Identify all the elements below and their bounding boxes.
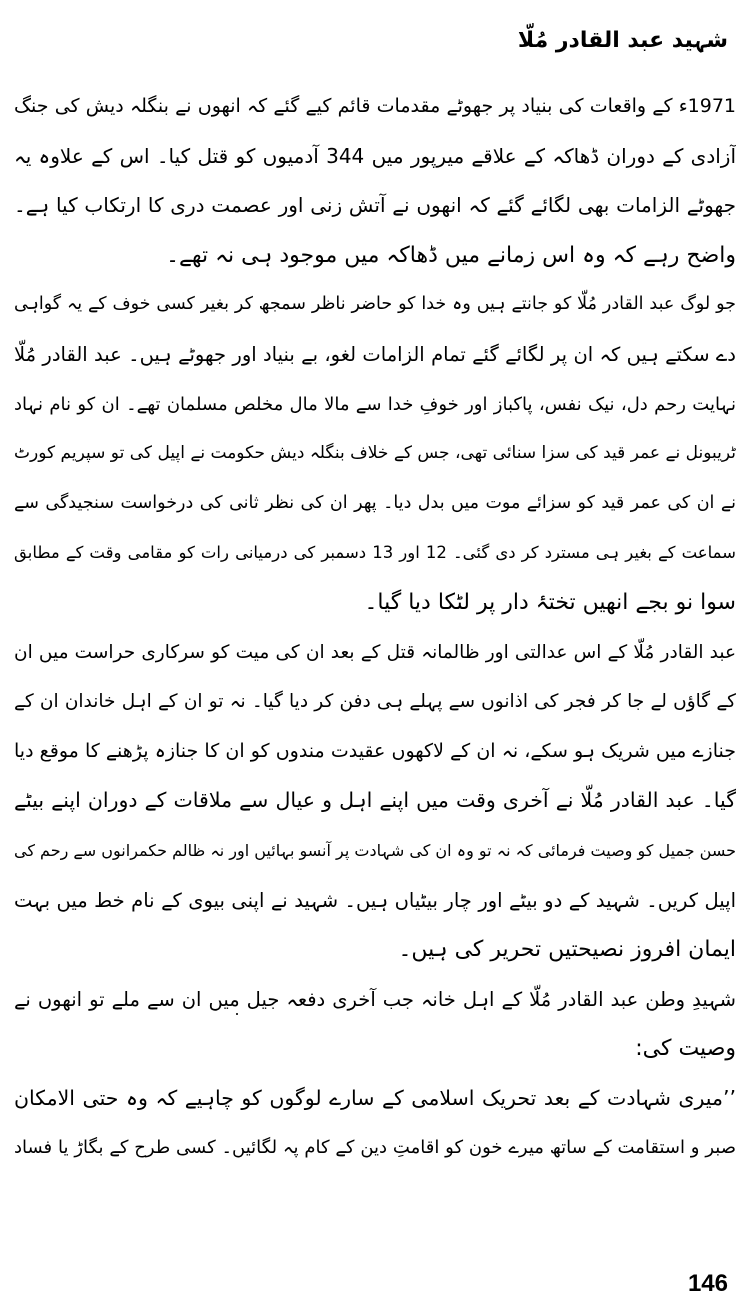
text-line: ٹریبونل نے عمر قید کی سزا سنائی تھی، جس کے خلاف بنگلہ دیش حکومت نے اپیل کی تو سپریم کورٹ: [14, 443, 736, 464]
text-line: اپیل کریں۔ شہید کے دو بیٹے اور چار بیٹیاں ہیں۔ شہید نے اپنی بیوی کے نام خط میں بہت: [14, 888, 736, 912]
text-line: واضح رہے کہ وہ اس زمانے میں ڈھاکہ میں موجود ہی نہ تھے۔: [166, 242, 736, 268]
text-line: ’’میری شہادت کے بعد تحریک اسلامی کے سارے لوگوں کو چاہیے کہ وہ حتی الامکان: [14, 1085, 736, 1110]
text-line: کے گاؤں لے جا کر فجر کی اذانوں سے پہلے ہی دفن کر دیا گیا۔ نہ تو ان کے اہل خاندان ان کے: [14, 691, 736, 713]
text-line: عبد القادر مُلّا کے اس عدالتی اور ظالمانہ قتل کے بعد ان کی میت کو سرکاری حراست میں ان: [14, 641, 736, 663]
page-number: 146: [687, 1270, 728, 1297]
text-line: جنازے میں شریک ہو سکے، نہ ان کے لاکھوں عقیدت مندوں کو ان کا جنازہ پڑھنے کا موقع دیا: [14, 739, 736, 762]
text-line: نہایت رحم دل، نیک نفس، پاکباز اور خوفِ خدا سے مالا مال مخلص مسلمان تھے۔ ان کو نام نہاد: [14, 393, 736, 415]
text-line: وصیت کی:: [635, 1036, 736, 1062]
text-line: حسن جمیل کو وصیت فرمائی کہ نہ تو وہ ان کی شہادت پر آنسو بہائیں اور نہ ظالم حکمرانوں سے رحم کی: [14, 840, 736, 860]
chapter-heading: شہید عبد القادر مُلّا: [517, 28, 728, 53]
scan-speck: [236, 1013, 238, 1015]
text-line: جو لوگ عبد القادر مُلّا کو جانتے ہیں وہ خدا کو حاضر ناظر سمجھ کر بغیر کسی خوف کے یہ گواہی: [14, 294, 736, 315]
text-line: گیا۔ عبد القادر مُلّا نے آخری وقت میں اپنے اہل و عیال سے ملاقات کے دوران اپنے بیٹے: [14, 788, 736, 813]
body-text: [14, 82, 736, 1173]
text-line: شہیدِ وطن عبد القادر مُلّا کے اہل خانہ جب آخری دفعہ جیل میں ان سے ملے تو انھوں نے: [14, 987, 736, 1011]
text-line: سماعت کے بغیر ہی مسترد کر دی گئی۔ 12 اور 13 دسمبر کی درمیانی رات کو مقامی وقت کے مطابق: [14, 543, 736, 563]
text-line: جھوٹے الزامات بھی لگائے گئے کہ انھوں نے آتش زنی اور عصمت دری کا ارتکاب کیا ہے۔: [14, 193, 736, 218]
text-line: 1971ء کے واقعات کی بنیاد پر جھوٹے مقدمات قائم کیے گئے کہ انھوں نے بنگلہ دیش کی جنگ: [14, 95, 736, 117]
text-line: آزادی کے دوران ڈھاکہ کے علاقے میرپور میں 344 آدمیوں کو قتل کیا۔ اس کے علاوہ یہ: [14, 143, 736, 168]
text-line: دے سکتے ہیں کہ ان پر لگائے گئے تمام الزامات لغو، بے بنیاد اور جھوٹے ہیں۔ عبد القادر مُلّا: [14, 342, 736, 366]
text-line: سوا نو بجے انھیں تختۂ دار پر لٹکا دیا گیا۔: [364, 589, 736, 615]
text-line: نے ان کی عمر قید کو سزائے موت میں بدل دیا۔ پھر ان کی نظر ثانی کی درخواست سنجیدگی سے: [14, 492, 736, 513]
text-line: ایمان افروز نصیحتیں تحریر کی ہیں۔: [398, 937, 736, 963]
text-line: صبر و استقامت کے ساتھ میرے خون کو اقامتِ دین کے کام پہ لگائیں۔ کسی طرح کے بگاڑ یا فساد: [14, 1137, 736, 1159]
